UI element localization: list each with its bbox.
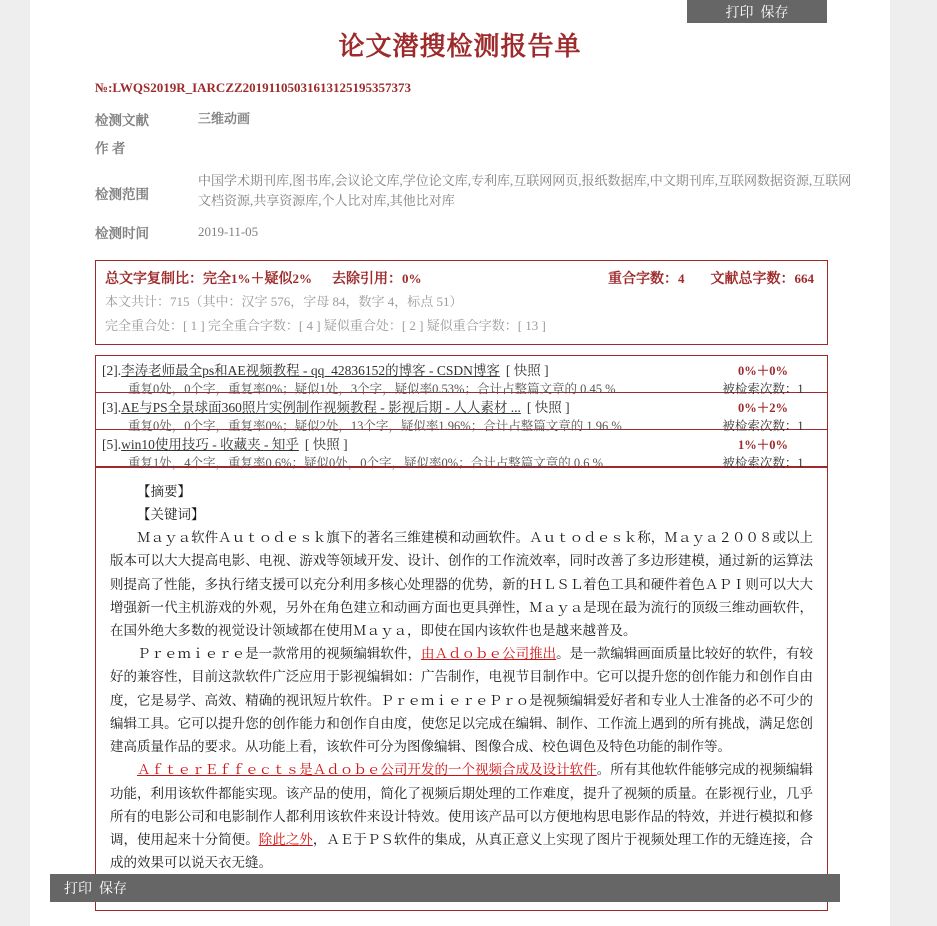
result-search-count: 被检索次数：1 <box>722 381 804 396</box>
save-button-bottom[interactable]: 保存 <box>99 880 127 896</box>
result-item <box>96 430 827 470</box>
result-detail-row <box>102 453 819 471</box>
document-paragraph-1: Ｍａｙａ软件Ａｕｔｏｄｅｓｋ旗下的著名三维建模和动画软件。Ａｕｔｏｄｅｓｋ称，Ｍａｙａ２００８或以上版本可以大大提高电影、电视、游戏等领域开发、设计、创作的工作流效率，同时改善了多边形建模，通过新的运算法则提高了性能，多执行绪支援可以充分利用多核心处理器的优势，新的ＨＬＳＬ着色工具和硬件着色ＡＰＩ则可以大大增强新一代主机游戏的外观，另外在角色建立和动画方面也更具弹性，Ｍａｙａ是现在最为流行的顶级三维动画软件，在国外绝大多数的视觉设计领域都在使用Ｍａｙａ，即使在国内该软件也是越来越普及。 <box>110 530 813 638</box>
results-panel <box>95 355 828 468</box>
suspect-percent: 2% <box>292 271 312 286</box>
result-title-row <box>102 396 819 416</box>
statistics-headline <box>105 268 818 288</box>
page-title: 论文潜搜检测报告单 <box>338 32 582 61</box>
overlap-chars: 重合字数：4 <box>608 271 685 287</box>
print-button-bottom[interactable]: 打印 <box>64 880 92 896</box>
result-snapshot-link[interactable]: [ 快照 ] <box>304 436 348 452</box>
total-copy-ratio: 总文字复制比：完全1%＋疑似2% <box>105 271 312 287</box>
meta-label-document: 检测文献 <box>95 113 149 128</box>
paragraph-3-text-a: 。所有其他软件能够完成的视频编辑功能，利用该软件都能实现。该产品的使用，简化了视频后期处理的工作难度，提升了视频的质量。在影视行业，几乎所有的电影公司和电影制作人都利用该软件来设计特效。使用该产品可以方便地构思电影作品的特效，并进行模拟和修调，使用起来十分简便。 <box>110 762 814 847</box>
meta-value-document: 三维动画 <box>198 111 251 126</box>
meta-label-time: 检测时间 <box>95 226 149 241</box>
bottom-toolbar <box>50 874 840 902</box>
meta-value-time: 2019-11-05 <box>198 224 259 239</box>
statistics-box <box>95 260 828 345</box>
result-percent: 0%＋0% <box>737 363 788 378</box>
result-title-row <box>102 433 819 453</box>
result-title-wrap <box>102 396 570 416</box>
exact-percent: 1% <box>231 271 251 286</box>
result-title-row <box>102 359 819 379</box>
result-item <box>96 356 827 396</box>
result-percent: 0%＋2% <box>737 400 788 415</box>
meta-label-author: 作 者 <box>95 141 126 156</box>
meta-row-document <box>95 105 855 133</box>
result-index: [2]. <box>102 362 122 378</box>
total-chars: 文献总字数：664 <box>710 271 814 287</box>
exclude-quote: 去除引用：0% <box>332 271 422 287</box>
paragraph-2-text-a: Ｐｒｅｍｉｅｒｅ是一款常用的视频编辑软件， <box>137 646 421 662</box>
result-search-count: 被检索次数：1 <box>722 418 804 433</box>
meta-row-range <box>95 161 855 216</box>
print-button-top[interactable]: 打印 <box>725 3 754 20</box>
result-title-wrap <box>102 359 549 379</box>
result-detail: 重复0处，0个字，重复率0%；疑似1处，3个字，疑似率0.53%；合计占整篇文章的 0.45 % <box>128 381 616 396</box>
report-number: №:LWQS2019R_IARCZZ20191105031613125195357373 <box>95 80 411 95</box>
result-link[interactable]: 李涛老师最全ps和AE视频教程 - qq_42836152的博客 - CSDN博客 <box>121 362 500 378</box>
exclude-quote-percent: 0% <box>402 271 422 286</box>
result-snapshot-link[interactable]: [ 快照 ] <box>505 362 549 378</box>
result-index: [3]. <box>102 399 122 415</box>
result-search-count: 被检索次数：1 <box>722 455 804 470</box>
document-paragraph-3 <box>110 758 813 874</box>
meta-row-author <box>95 133 855 161</box>
statistics-sub-line-2: 完全重合处：[ 1 ] 完全重合字数：[ 4 ] 疑似重合处：[ 2 ] 疑似重合字数：[ 13 ] <box>105 317 546 333</box>
meta-value-author <box>198 133 855 161</box>
meta-row-time <box>95 216 855 246</box>
paragraph-2-text-b: 。是一款编辑画面质量比较好的软件，有较好的兼容性，目前这款软件广泛应用于影视编辑如：广告制作，电视节目制作中。它可以提升您的创作能力和创作自由度，它是易学、高效、精确的视讯短片软件。ＰｒｅｍｉｅｒｅＰｒｏ是视频编辑爱好者和专业人士准备的必不可少的编辑工具。它可以提升您的创作能力和创作自由度，使您足以完成在编辑、制作、工作流上遇到的所有挑战，满足您创建高质量作品的要求。从功能上看，该软件可分为图像编辑、图像合成、校色调色及特色功能的制作等。 <box>110 646 814 755</box>
meta-value-range: 中国学术期刊库,图书库,会议论文库,学位论文库,专利库,互联网网页,报纸数据库,中文期刊库,互联网数据资源,互联网文档资源,共享资源库,个人比对库,其他比对库 <box>198 173 852 208</box>
highlight-match-adobe-premiere: 由Ａｄｏｂｅ公司推出 <box>420 646 557 662</box>
abstract-heading: 【摘要】 <box>137 483 191 499</box>
meta-table <box>95 105 855 246</box>
result-percent: 1%＋0% <box>737 437 788 452</box>
result-snapshot-link[interactable]: [ 快照 ] <box>526 399 570 415</box>
result-index: [5]. <box>102 436 122 452</box>
paragraph-3-text-b: ，ＡＥ于ＰＳ软件的集成，从真正意义上实现了图片于视频处理工作的无缝连接，合成的效果可以说天衣无缝。 <box>110 831 814 871</box>
meta-label-range: 检测范围 <box>95 187 149 202</box>
result-link[interactable]: win10使用技巧 - 收藏夹 - 知乎 <box>121 436 299 452</box>
save-button-top[interactable]: 保存 <box>760 3 789 20</box>
right-gutter <box>890 0 937 926</box>
result-detail: 重复0处，0个字，重复率0%；疑似2处，13个字，疑似率1.96%；合计占整篇文章的 1.96 % <box>128 418 622 433</box>
total-chars-value: 664 <box>794 271 814 286</box>
statistics-sub-line-1: 本文共计：715（其中：汉字 576，字母 84，数字 4，标点 51） <box>105 294 463 309</box>
meta-section <box>30 63 852 246</box>
document-body-panel <box>95 468 828 911</box>
result-title-wrap <box>102 433 348 453</box>
highlight-match-aftereffects: ＡｆｔｅｒＥｆｆｅｃｔｓ是Ａｄｏｂｅ公司开发的一个视频合成及设计软件 <box>137 762 597 778</box>
highlight-match-besides: 除此之外 <box>258 831 313 847</box>
overlap-chars-value: 4 <box>678 271 685 286</box>
document-paragraph-2 <box>110 642 813 758</box>
keywords-heading: 【关键词】 <box>137 506 205 522</box>
top-toolbar <box>687 0 827 23</box>
result-item <box>96 393 827 433</box>
result-detail: 重复1处，4个字，重复率0.6%；疑似0处，0个字，疑似率0%；合计占整篇文章的 0.6 % <box>128 455 603 470</box>
result-link[interactable]: AE与PS全景球面360照片实例制作视频教程 - 影视后期 - 人人素材 ... <box>121 399 521 415</box>
report-page <box>30 0 890 926</box>
